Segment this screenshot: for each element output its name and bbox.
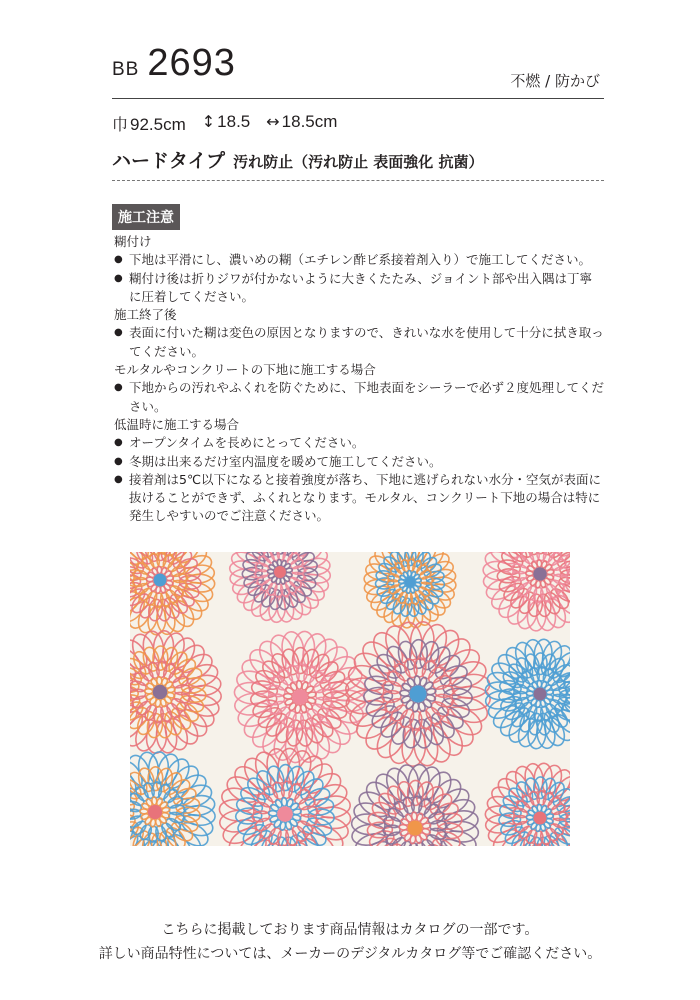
caution-heading: 施工注意 [112, 204, 180, 230]
caution-bullet [114, 453, 604, 471]
caution-bullet-text: 糊付け後は折りジワが付かないように大きくたたみ、ジョイント部や出入隅は丁寧に圧着してください。 [129, 270, 593, 304]
caution-bullet-text: 表面に付いた糊は変色の原因となりますので、きれいな水を使用して十分に拭き取ってください。 [129, 325, 604, 359]
spec-vertical-repeat [202, 112, 251, 135]
type-features: 汚れ防止（汚れ防止 表面強化 抗菌） [233, 153, 484, 171]
footer-line-1: こちらに掲載しております商品情報はカタログの一部です。 [161, 922, 539, 938]
caution-section-heading: モルタルやコンクリートの下地に施工する場合 [114, 362, 376, 378]
caution-bullet-text: オープンタイムを長めにとってください。 [129, 435, 365, 451]
spec-horizontal-repeat [266, 112, 337, 135]
caution-bullet-text: 下地は平滑にし、濃いめの糊（エチレン酢ビ系接着剤入り）で施工してください。 [129, 252, 591, 268]
product-type [112, 146, 484, 173]
caution-bullet [114, 251, 604, 269]
spec-horizontal-value: 18.5cm [281, 112, 338, 131]
dashed-divider [112, 180, 604, 181]
product-code [112, 42, 236, 85]
bullet-icon: ● [114, 382, 123, 394]
caution-bullet-text: 接着剤は5℃以下になると接着強度が落ち、下地に逃げられない水分・空気が表面に抜けることができず、ふくれとなります。モルタル、コンクリート下地の場合は特に発生しやすいのでご注意ください。 [129, 471, 601, 524]
caution-section-heading: 低温時に施工する場合 [114, 416, 240, 432]
caution-bullet [114, 471, 604, 526]
fire-rating: 不燃 / 防かび [510, 72, 600, 90]
caution-bullet [114, 324, 604, 361]
horizontal-arrow-icon: ↔ [266, 112, 280, 131]
caution-section-heading: 施工終了後 [114, 307, 177, 323]
caution-notes [114, 233, 604, 526]
product-prefix: BB [112, 59, 140, 80]
roll-width-icon: 巾 [112, 115, 129, 134]
footer-line-2: 詳しい商品特性については、メーカーのデジタルカタログ等でご確認ください。 [98, 946, 602, 962]
caution-bullet-text: 下地からの汚れやふくれを防ぐために、下地表面をシーラーで必ず２度処理してください。 [129, 380, 605, 414]
bullet-icon: ● [114, 254, 123, 266]
caution-bullet-text: 冬期は出来るだけ室内温度を暖めて施工してください。 [129, 453, 442, 469]
product-number: 2693 [147, 42, 236, 84]
bullet-icon: ● [114, 437, 123, 449]
spec-vertical-value: 18.5 [217, 112, 251, 131]
caution-bullet [114, 270, 604, 307]
header-divider [112, 98, 604, 99]
flower-pattern-image [130, 552, 570, 846]
bullet-icon: ● [114, 327, 123, 339]
spec-row [112, 112, 337, 135]
spec-width-value: 92.5cm [130, 115, 186, 134]
bullet-icon: ● [114, 455, 123, 467]
caution-section-heading: 糊付け [114, 234, 152, 249]
caution-bullet [114, 379, 604, 416]
spec-width [112, 112, 186, 135]
caution-bullet [114, 434, 604, 452]
bullet-icon: ● [114, 473, 123, 485]
wallpaper-sample [130, 552, 570, 846]
type-main: ハードタイプ [112, 150, 226, 172]
bullet-icon: ● [114, 272, 123, 284]
vertical-arrow-icon: ↕ [201, 112, 216, 131]
footer-note [0, 918, 700, 966]
